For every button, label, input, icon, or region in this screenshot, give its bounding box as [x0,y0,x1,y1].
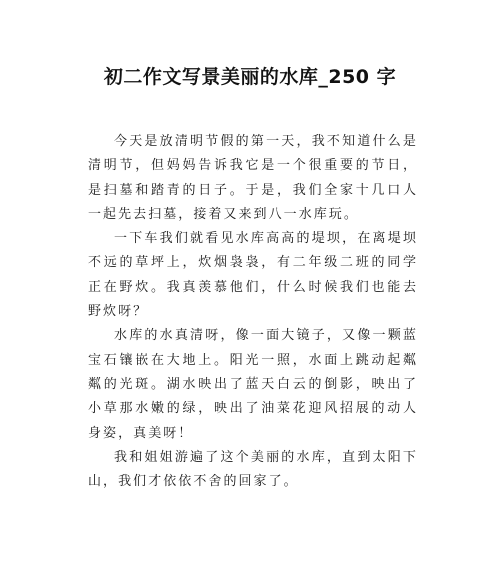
paragraph-3: 水库的水真清呀，像一面大镜子，又像一颗蓝宝石镶嵌在大地上。阳光一照，水面上跳动起粼粼的光斑。湖水映出了蓝天白云的倒影，映出了小草那水嫩的绿，映出了油菜花迎风招展的动人身姿，真美呀！ [88,328,418,441]
paragraph-4: 我和姐姐游遍了这个美丽的水库，直到太阳下山，我们才依依不舍的回家了。 [88,449,418,490]
paragraph-2: 一下车我们就看见水库高高的堤坝，在离堤坝不远的草坪上，炊烟袅袅，有二年级二班的同学正在野炊。我真羡慕他们，什么时候我们也能去野炊呀？ [88,231,418,320]
document-body [88,130,418,494]
document-title: 初二作文写景美丽的水库_250 字 [103,66,397,88]
paragraph-1: 今天是放清明节假的第一天，我不知道什么是清明节，但妈妈告诉我它是一个很重要的节日，是扫墓和踏青的日子。于是，我们全家十几口人一起先去扫墓，接着又来到八一水库玩。 [88,134,418,222]
